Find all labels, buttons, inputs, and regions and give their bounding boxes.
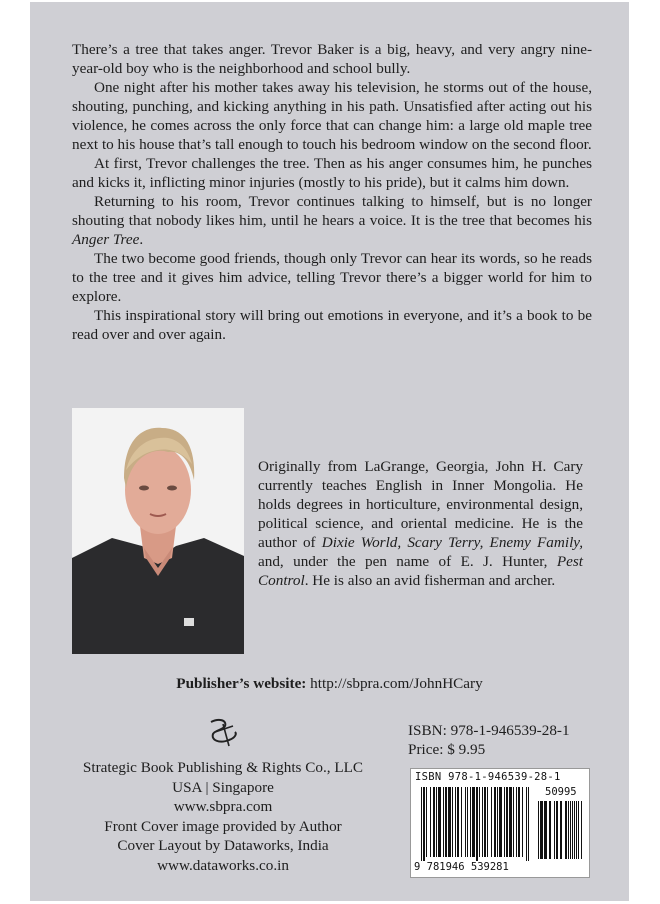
barcode-bar	[426, 787, 427, 857]
author-bio	[258, 457, 583, 590]
barcode-addon-bar	[576, 801, 577, 859]
bio-pen-title-italic: Pest Control	[258, 553, 583, 589]
blurb-paragraph: At first, Trevor challenges the tree. Then as his anger consumes him, he punches and kicks it, inflicting minor injuries (mostly to his pride), but it calms him down.	[72, 155, 592, 191]
barcode-addon-bar	[578, 801, 579, 859]
barcode-addon-bar	[538, 801, 539, 859]
book-blurb	[72, 40, 592, 344]
cover-image-credit: Front Cover image provided by Author	[104, 817, 342, 835]
barcode-addon-bar	[572, 801, 573, 859]
cover-layout-credit: Cover Layout by Dataworks, India	[117, 837, 329, 854]
barcode-price-code: 50995	[545, 786, 577, 798]
barcode	[410, 768, 590, 878]
barcode-isbn-text: ISBN 978-1-946539-28-1	[415, 771, 561, 783]
barcode-addon-bar	[556, 801, 558, 859]
barcode-addon-bar	[568, 801, 569, 859]
barcode-bar	[526, 787, 527, 861]
barcode-addon-bar	[540, 801, 543, 859]
blurb-paragraph-returning	[72, 192, 592, 249]
back-cover	[30, 2, 629, 901]
blurb-paragraph: This inspirational story will bring out emotions in everyone, and it’s a book to be read over and over again.	[72, 307, 592, 343]
barcode-bar	[522, 787, 523, 857]
barcode-addon-bar	[554, 801, 555, 859]
author-photo	[72, 408, 244, 654]
barcode-addon-bar	[544, 801, 547, 859]
publisher-info	[68, 758, 378, 875]
barcode-addon-bar	[581, 801, 582, 859]
barcode-addon-bar	[565, 801, 567, 859]
barcode-bar	[513, 787, 514, 857]
barcode-bar	[430, 787, 431, 857]
publisher-name: Strategic Book Publishing & Rights Co., LLC	[82, 759, 364, 776]
bio-text: Originally from LaGrange, Georgia, John H. Cary currently teaches English in Inner Mongolia. He holds degrees in horticulture, environmental design, political science, and oriental medicine. He is the author of	[258, 458, 583, 551]
price-line: Price: $ 9.95	[408, 741, 486, 758]
barcode-addon-bar	[570, 801, 571, 859]
publisher-website	[30, 675, 629, 693]
barcode-bar	[506, 787, 508, 857]
barcode-bar	[484, 787, 486, 857]
barcode-bar	[504, 787, 505, 857]
barcode-bar	[438, 787, 441, 857]
barcode-bar	[433, 787, 435, 857]
barcode-bar	[421, 787, 422, 861]
author-portrait-image	[72, 408, 244, 654]
barcode-addon-bar	[560, 801, 562, 859]
barcode-bar	[509, 787, 512, 857]
barcode-bar	[461, 787, 462, 857]
blurb-text: .	[139, 231, 144, 248]
barcode-bar	[423, 787, 425, 861]
isbn-price-block	[408, 721, 570, 759]
barcode-ean-digits: 9 781946 539281	[414, 861, 509, 873]
blurb-paragraph: The two become good friends, though only Trevor can hear its words, so he reads to the tree and it gives him advice, telling Trevor there’s a bigger world for him to explore.	[72, 250, 592, 305]
barcode-bar	[518, 787, 520, 857]
barcode-addon-bar	[574, 801, 575, 859]
barcode-bar	[476, 787, 478, 861]
barcode-bar	[465, 787, 466, 857]
blurb-paragraph: There’s a tree that takes anger. Trevor Baker is a big, heavy, and very angry nine-year-old boy who is the neighborhood and school bully.	[72, 41, 592, 77]
publisher-site: www.sbpra.com	[173, 798, 273, 815]
layout-site: www.dataworks.co.in	[157, 856, 289, 874]
barcode-bar	[516, 787, 517, 857]
barcode-bar	[436, 787, 437, 857]
barcode-bar	[528, 787, 529, 861]
barcode-bar	[455, 787, 456, 857]
website-url: http://sbpra.com/JohnHCary	[310, 675, 483, 692]
barcode-bar	[467, 787, 468, 857]
barcode-bar	[491, 787, 492, 857]
barcode-bar	[445, 787, 447, 857]
barcode-bar	[482, 787, 483, 857]
barcode-bar	[499, 787, 502, 857]
barcode-bar	[487, 787, 488, 857]
barcode-bar	[470, 787, 471, 857]
barcode-bar	[443, 787, 444, 857]
barcode-bar	[452, 787, 453, 857]
book-title-italic: Anger Tree	[72, 231, 140, 248]
barcode-bar	[448, 787, 451, 857]
publisher-locations: USA | Singapore	[172, 778, 274, 796]
bio-text: and, under the pen name of E. J. Hunter,	[258, 553, 557, 570]
barcode-bar	[494, 787, 496, 857]
barcode-bar	[472, 787, 475, 857]
barcode-bar	[479, 787, 480, 857]
bio-titles-italic: Dixie World, Scary Terry, Enemy Family,	[321, 534, 583, 551]
bio-text: . He is also an avid fisherman and archer.	[304, 572, 556, 589]
barcode-bar	[497, 787, 498, 857]
publisher-logo-icon	[205, 718, 241, 748]
isbn-line: ISBN: 978-1-946539-28-1	[408, 722, 570, 739]
barcode-bar	[457, 787, 459, 857]
barcode-addon-bar	[549, 801, 551, 859]
blurb-paragraph: One night after his mother takes away his television, he storms out of the house, shouting, punching, and kicking anything in his path. Unsatisfied after acting out his violence, he comes across the only force that can change him: a large old maple tree next to his house that’s tall enough to touch his bedroom window on the second floor.	[72, 79, 592, 153]
blurb-text: Returning to his room, Trevor continues talking to himself, but is no longer shouting that nobody likes him, until he hears a voice. It is the tree that becomes his	[72, 193, 592, 229]
website-label: Publisher’s website:	[176, 675, 307, 692]
